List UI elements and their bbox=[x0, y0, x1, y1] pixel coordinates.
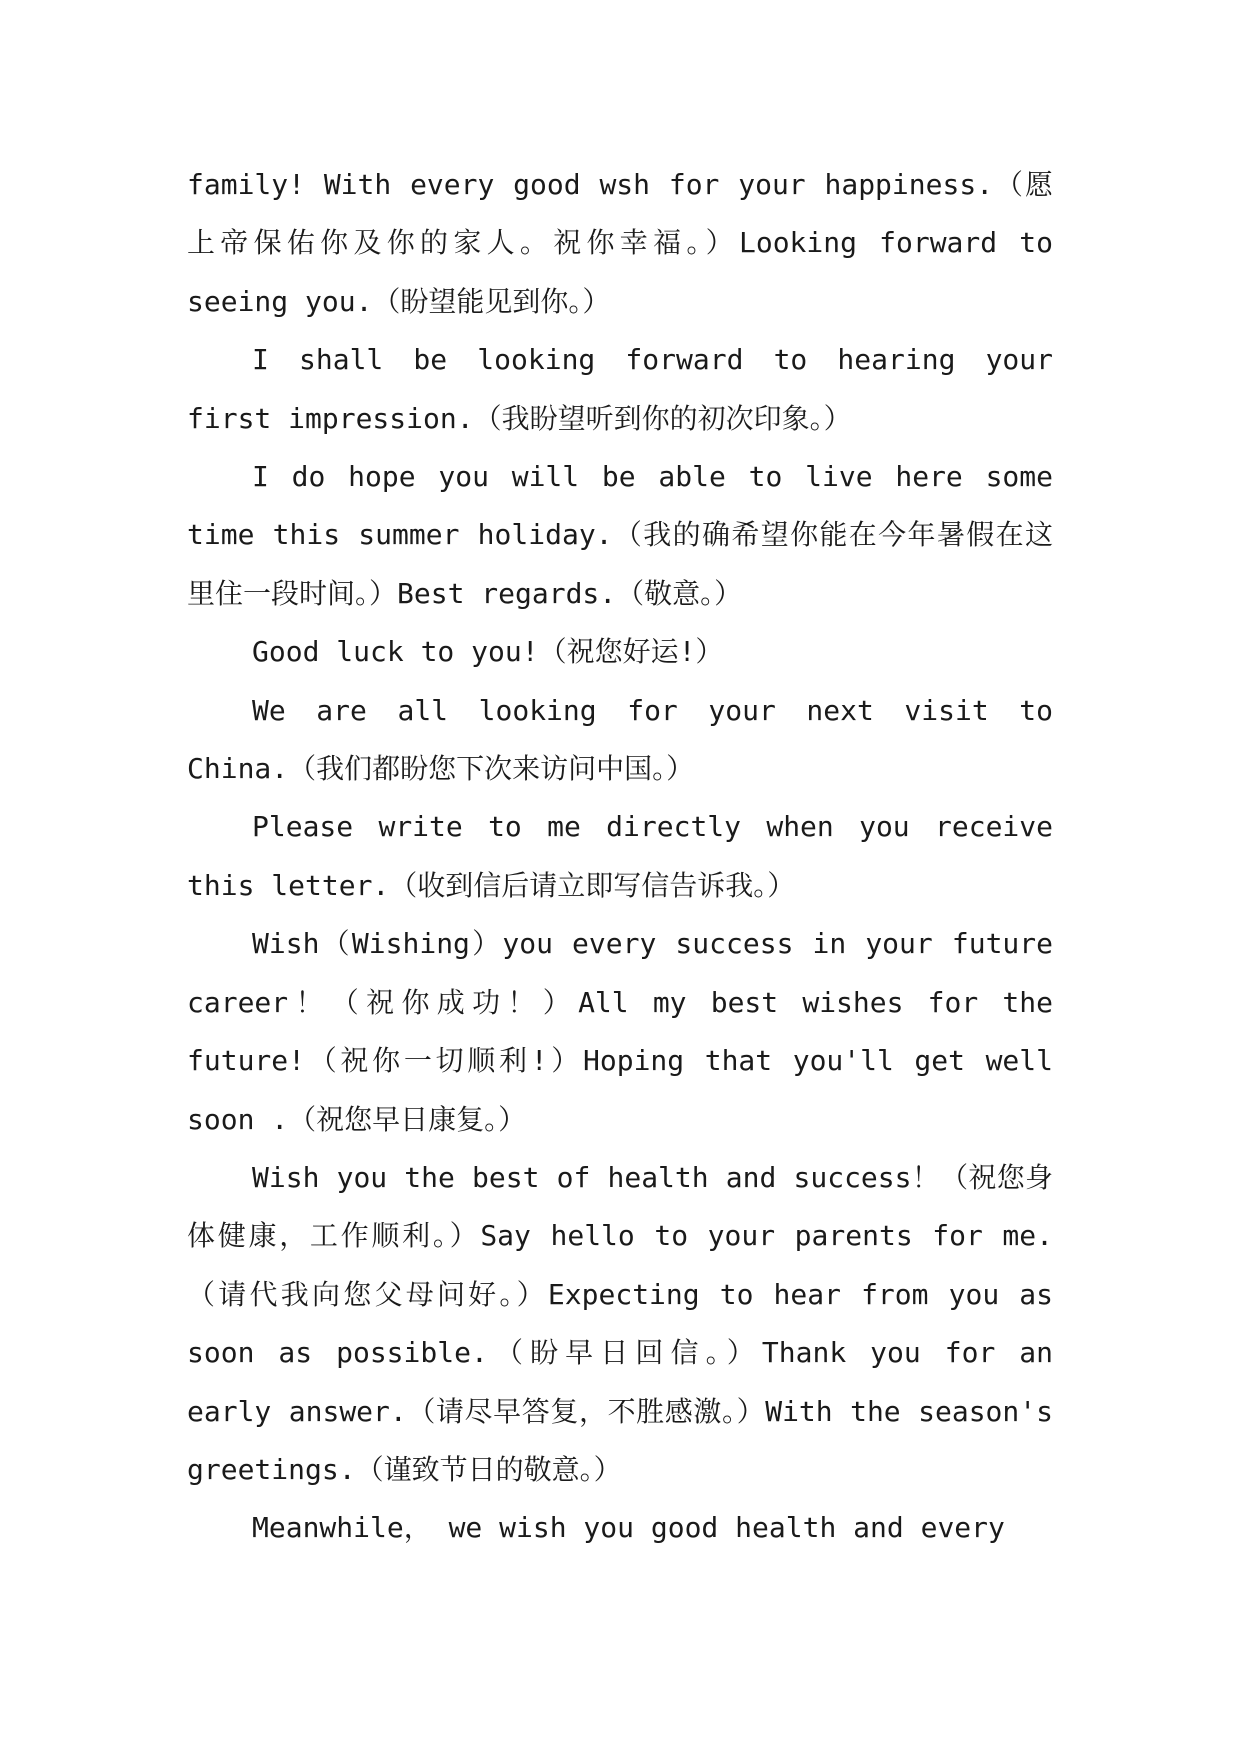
paragraph-write-directly: Please write to me directly when you receive this letter.（收到信后请立即写信告诉我。） bbox=[187, 810, 1053, 902]
paragraph-success-wishes: Wish（Wishing）you every success in your future career！（祝你成功！）All my best wishes for the future!（祝你一切顺利!）Hoping that you'll get well soon .（祝您早日康复。） bbox=[187, 927, 1053, 1136]
paragraph-first-impression: I shall be looking forward to hearing your first impression.（我盼望听到你的初次印象。） bbox=[187, 343, 1053, 435]
paragraph-meanwhile: Meanwhile， we wish you good health and every bbox=[252, 1511, 1005, 1545]
document-page bbox=[187, 156, 1053, 1558]
paragraph-health-and-greetings: Wish you the best of health and success！（祝您身体健康，工作顺利。）Say hello to your parents for me.（请代我向您父母问好。）Expecting to hear from you as soon as possible.（盼早日回信。）Thank you for an early answer.（请尽早答复，不胜感激。）With the season's greetings.（谨致节日的敬意。） bbox=[187, 1160, 1053, 1486]
paragraph-next-visit: We are all looking for your next visit to China.（我们都盼您下次来访问中国。） bbox=[187, 693, 1053, 786]
paragraph-blessing-continuation: family! With every good wsh for your happiness.（愿上帝保佑你及你的家人。祝你幸福。）Looking forward to seeing you.（盼望能见到你。） bbox=[187, 168, 1053, 318]
paragraph-good-luck: Good luck to you!（祝您好运!） bbox=[252, 635, 724, 669]
paragraph-summer-holiday: I do hope you will be able to live here some time this summer holiday.（我的确希望你能在今年暑假在这里住一段时间。）Best regards.（敬意。） bbox=[187, 460, 1053, 610]
